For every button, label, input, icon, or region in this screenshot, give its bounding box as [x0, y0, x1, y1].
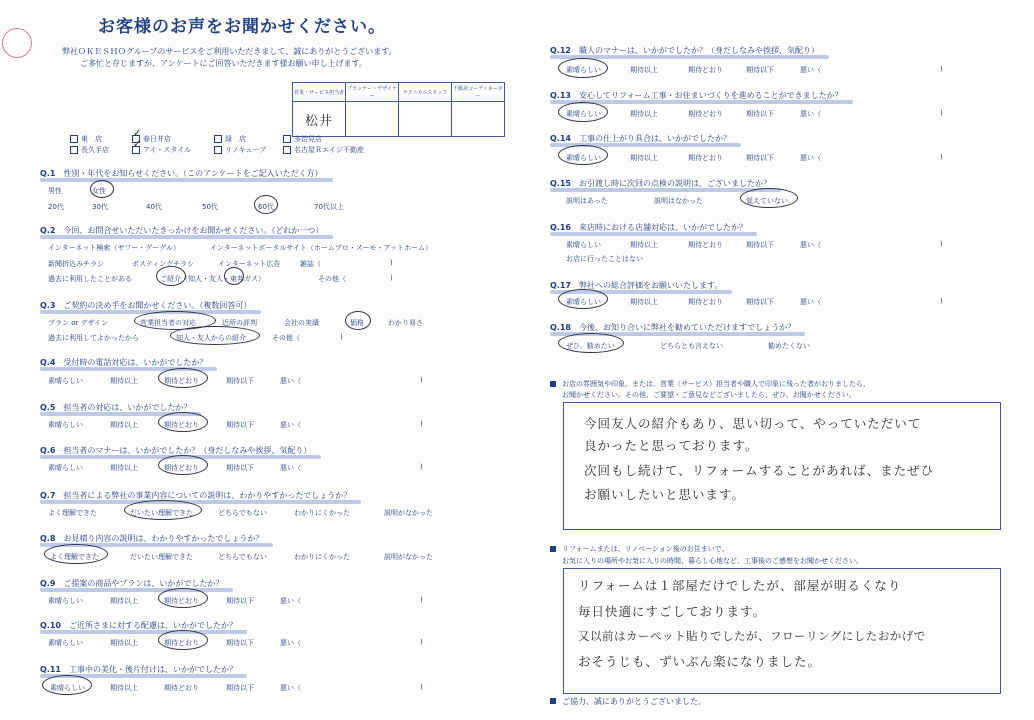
handwritten-line: リフォームは１部屋だけでしたが、部屋が明るくなり [578, 578, 902, 593]
rating-option[interactable]: 悪い（ [280, 464, 301, 472]
option[interactable]: 50代 [202, 203, 218, 211]
option[interactable]: 雑誌（ [300, 260, 321, 268]
rating-option[interactable]: 期待以下 [226, 597, 254, 605]
rating-option: ) [940, 240, 943, 248]
option[interactable]: 説明はあった [566, 197, 608, 205]
handwritten-line: 毎日快適にすごしております。 [578, 604, 767, 619]
answer-circle [558, 333, 624, 353]
intro-line-2: ご多忙と存じますが、アンケートにご回答いただきます様お願い申し上げます。 [80, 59, 367, 68]
rating-option: ) [940, 65, 943, 73]
option[interactable]: 勧めたくない [768, 342, 810, 350]
check-mark: ✓ [133, 139, 143, 150]
option[interactable]: よく理解できた [50, 553, 99, 561]
intro-line-1: 弊社ＯＫＥＳＨＯグループのサービスをご利用いただきまして、誠にありがとうございます。 [62, 47, 397, 56]
rating-option[interactable]: 悪い（ [280, 639, 301, 647]
question-16: Q.16 来店時における店舗対応は、いかがでしたか？ [550, 222, 751, 234]
answer-circle [740, 188, 798, 208]
staff-value[interactable] [293, 102, 346, 137]
answer-circle [124, 500, 202, 520]
option: ) [390, 274, 393, 282]
handwritten-line: 次回もし続けて、リフォームすることがあれば、またぜひ [584, 463, 935, 478]
option[interactable]: ぜひ、勧めたい [566, 342, 615, 350]
store-checkbox[interactable]: リノキューブ [214, 145, 266, 155]
rating-option[interactable]: 期待どおり [688, 241, 723, 249]
answer-circle [156, 266, 186, 286]
rating-option[interactable]: 素晴らしい [50, 684, 85, 692]
question-5: Q.5 担当者の対応は、いかがでしたか？ [40, 402, 195, 414]
question-7: Q.7 担当者による弊社の事業内容についての説明は、わかりやすかったでしょうか？ [40, 490, 355, 502]
answer-circle [42, 675, 92, 695]
rating-option[interactable]: 期待以下 [226, 684, 254, 692]
option[interactable]: 説明はなかった [654, 197, 703, 205]
rating-option[interactable]: 期待どおり [164, 639, 199, 647]
rating-option[interactable]: 期待以下 [226, 639, 254, 647]
rating-option[interactable]: 素晴らしい [48, 421, 83, 429]
rating-option: ) [940, 153, 943, 161]
question-15: Q.15 お引渡し時に次回の点検の説明は、ございましたか？ [550, 178, 775, 190]
rating-option[interactable]: 期待以下 [746, 110, 774, 118]
option[interactable]: その他（ [272, 334, 300, 342]
option[interactable]: インターネットポータルサイト（ホームプロ・スーモ・アットホーム） [210, 244, 433, 252]
rating-option[interactable]: 期待以下 [226, 464, 254, 472]
store-checkbox[interactable]: 名古屋Ｒエイジ不動産 [283, 145, 364, 155]
staff-value[interactable] [346, 102, 399, 137]
comment-prompt: お聞かせください。その他、ご要望・ご意見などございましたら、ぜひ、お聞かせください。 [562, 391, 856, 399]
rating-option[interactable]: 期待どおり [164, 597, 199, 605]
answer-circle [158, 455, 208, 475]
answer-circle [558, 289, 608, 309]
handwritten-line: 又以前はカーペット貼りでしたが、フローリングにしたおかげで [578, 629, 926, 643]
rating-option: ) [420, 638, 423, 646]
question-1: Q.1 性別・年代をお知らせください。（このアンケートをご記入いただく方） [40, 168, 327, 180]
rating-option[interactable]: 期待どおり [164, 684, 199, 692]
rating-option[interactable]: 期待以下 [746, 154, 774, 162]
store-checkbox[interactable]: 春日井店 [132, 134, 171, 144]
staff-table [292, 82, 505, 137]
comment-prompt: お店の雰囲気や印象。または、営業（サービス）担当者や職人で印象に残った者がおりましたら、 [562, 380, 870, 388]
handwritten-line: おそうじも、ずいぶん楽になりました。 [578, 654, 822, 669]
rating-option: ) [940, 109, 943, 117]
option[interactable]: 20代 [48, 203, 64, 211]
answer-circle [345, 311, 371, 330]
option[interactable]: プラン or デザイン [48, 319, 109, 327]
comment-prompt: リフォームまたは、リノベーション後のお住まいで、 [562, 545, 729, 553]
rating-option[interactable]: 素晴らしい [48, 597, 83, 605]
option[interactable]: 営業担当者の対応 [140, 319, 196, 327]
option[interactable]: 会社の実績 [284, 319, 319, 327]
option[interactable]: 説明がなかった [384, 509, 433, 517]
answer-circle [558, 102, 608, 122]
question-9: Q.9 ご提案の商品やプランは、いかがでしたか？ [40, 578, 227, 590]
rating-option[interactable]: 素晴らしい [566, 241, 601, 249]
rating-option[interactable]: 悪い（ [280, 684, 301, 692]
option[interactable]: 女性 [92, 187, 106, 195]
rating-option[interactable]: 悪い（ [800, 298, 821, 306]
store-checkbox[interactable]: 長久手店 [70, 145, 109, 155]
page-title: お客様のお声をお聞かせください。 [98, 17, 386, 37]
rating-option: ) [420, 463, 423, 471]
rating-option[interactable]: 期待どおり [164, 421, 199, 429]
option[interactable]: 知人・友人からの紹介 [176, 334, 246, 342]
option[interactable]: どちらとも言えない [660, 342, 723, 350]
rating-option[interactable]: 悪い（ [280, 421, 301, 429]
staff-header: 不動産コーディネーター [452, 83, 505, 102]
question-12: Q.12 職人のマナーは、いかがでしたか？（身だしなみや挨拶、気配り） [550, 45, 823, 57]
rating-option[interactable]: 悪い（ [800, 241, 821, 249]
option[interactable]: インターネット広告 [218, 260, 281, 268]
rating-option[interactable]: 期待どおり [164, 377, 199, 385]
staff-value[interactable] [399, 102, 452, 137]
answer-circle [44, 544, 108, 564]
rating-option[interactable]: 素晴らしい [48, 464, 83, 472]
rating-option[interactable]: 期待以上 [110, 639, 138, 647]
answer-circle [158, 368, 208, 388]
rating-option[interactable]: 期待どおり [688, 66, 723, 74]
rating-option: ) [940, 297, 943, 305]
rating-option: ) [420, 683, 423, 691]
option[interactable]: だいたい理解できた [130, 553, 193, 561]
option[interactable]: 価格 [350, 319, 364, 327]
question-11: Q.11 工事中の美化・後片付けは、いかがでしたか？ [40, 664, 241, 676]
rating-option: ) [420, 420, 423, 428]
question-14: Q.14 工事の仕上がり具合は、いかがでしたか？ [550, 133, 735, 145]
answer-circle [90, 180, 114, 198]
check-mark: ✓ [133, 128, 143, 139]
rating-option: ) [420, 596, 423, 604]
rating-option[interactable]: 悪い（ [280, 377, 301, 385]
option[interactable]: だいたい理解できた [130, 509, 193, 517]
option: ) [390, 259, 393, 267]
rating-option[interactable]: 期待以上 [110, 684, 138, 692]
staff-header: プランナー・デザイナー [346, 83, 399, 102]
option[interactable]: わかりにくかった [294, 553, 350, 561]
question-3: Q.3 ご契約の決め手をお聞かせください。（複数回答可） [40, 300, 255, 312]
rating-option[interactable]: 素晴らしい [566, 66, 601, 74]
answer-circle [558, 58, 608, 78]
store-checkbox[interactable]: 緑 店 [214, 134, 246, 144]
rating-option[interactable]: 期待以上 [110, 421, 138, 429]
option[interactable]: 男性 [48, 187, 62, 195]
answer-circle [558, 145, 608, 165]
rating-option[interactable]: 期待どおり [688, 298, 723, 306]
rating-option[interactable]: 期待以上 [110, 464, 138, 472]
rating-option[interactable]: 悪い（ [800, 66, 821, 74]
rating-option[interactable]: 期待以下 [746, 66, 774, 74]
option[interactable]: 説明がなかった [384, 553, 433, 561]
option[interactable]: よく理解できた [48, 509, 97, 517]
option[interactable]: お店に行ったことはない [566, 255, 643, 263]
option[interactable]: その他（ [318, 275, 346, 283]
question-6: Q.6 担当者のマナーは、いかがでしたか？（身だしなみや挨拶、気配り） [40, 445, 315, 457]
answer-circle [158, 588, 208, 608]
option[interactable]: 70代以上 [314, 203, 344, 211]
rating-option[interactable]: 期待どおり [688, 110, 723, 118]
rating-option[interactable]: 期待以上 [110, 597, 138, 605]
answer-circle [254, 195, 278, 214]
rating-option[interactable]: 期待以上 [630, 66, 658, 74]
option[interactable]: インターネット検索（ヤフー・グーグル） [48, 244, 180, 252]
company-stamp [2, 28, 32, 58]
handwritten-line: 良かったと思っております。 [584, 438, 759, 453]
staff-value[interactable] [452, 102, 505, 137]
store-checkbox[interactable]: 東 店 [70, 134, 102, 144]
rating-option[interactable]: 素晴らしい [566, 298, 601, 306]
rating-option[interactable]: 期待以下 [226, 377, 254, 385]
option[interactable]: 新聞折込みチラシ [48, 260, 104, 268]
option[interactable]: 過去に利用してよかったから [48, 334, 139, 342]
rating-option[interactable]: 期待以上 [630, 154, 658, 162]
option[interactable]: 60代 [258, 203, 274, 211]
staff-header: 営業・サービス担当者 [293, 83, 346, 102]
rating-option[interactable]: 素晴らしい [48, 639, 83, 647]
rating-option: ) [420, 376, 423, 384]
footer-thanks: ご協力、誠にありがとうございました。 [562, 697, 706, 706]
handwritten-line: お願いしたいと思います。 [584, 487, 746, 502]
option[interactable]: ご紹介（知人・友人・東邦ガス） [160, 275, 265, 283]
option[interactable]: 40代 [146, 203, 162, 211]
rating-option[interactable]: 期待どおり [688, 154, 723, 162]
rating-option[interactable]: 期待以上 [630, 110, 658, 118]
question-13: Q.13 安心してリフォーム工事・お住まいづくりを進めることができましたか？ [550, 90, 847, 102]
option[interactable]: どちらでもない [218, 509, 267, 517]
option[interactable]: 近所の評判 [222, 319, 257, 327]
rating-option[interactable]: 期待以下 [226, 421, 254, 429]
question-17: Q.17 弊社への総合評価をお願いいたします。 [550, 280, 726, 292]
answer-circle [158, 412, 208, 432]
bullet-icon [550, 381, 556, 387]
handwritten-line: 今回友人の紹介もあり、思い切って、やっていただいて [584, 416, 922, 431]
answer-circle [158, 630, 208, 650]
option[interactable]: どちらでもない [218, 553, 267, 561]
option[interactable]: ポスティングチラシ [132, 260, 195, 268]
rating-option[interactable]: 期待以上 [630, 241, 658, 249]
answer-circle [170, 326, 260, 345]
option[interactable]: 30代 [92, 203, 108, 211]
question-10: Q.10 ご近所さまに対する配慮は、いかがでしたか？ [40, 620, 241, 632]
option[interactable]: 覚えていない [746, 197, 788, 205]
question-4: Q.4 受付時の電話対応は、いかがでしたか？ [40, 357, 211, 369]
answer-circle [224, 267, 244, 285]
option[interactable]: わかりにくかった [294, 509, 350, 517]
option[interactable]: 過去に利用したことがある [48, 275, 132, 283]
rating-option[interactable]: 期待以下 [746, 298, 774, 306]
rating-option[interactable]: 期待どおり [164, 464, 199, 472]
comment-prompt: お気に入りの場所やお気に入りの時間、暮らし心地など、工事後のご感想をお聞かせください。 [562, 557, 863, 565]
staff-header: テクニカルスタッフ [399, 83, 452, 102]
rating-option[interactable]: 悪い（ [800, 110, 821, 118]
store-checkbox[interactable]: アイ・スタイル [132, 145, 191, 155]
option: ) [340, 333, 343, 341]
staff-name: 松井 [304, 113, 333, 129]
rating-option[interactable]: 期待以下 [746, 241, 774, 249]
rating-option[interactable]: 悪い（ [280, 597, 301, 605]
question-18: Q.18 今後、お知り合いに弊社を勧めていただけますでしょうか？ [550, 322, 799, 334]
rating-option[interactable]: 期待以上 [630, 298, 658, 306]
bullet-icon [550, 546, 556, 552]
option[interactable]: わかり易さ [388, 319, 423, 327]
rating-option[interactable]: 素晴らしい [48, 377, 83, 385]
rating-option[interactable]: 悪い（ [800, 154, 821, 162]
store-checkbox[interactable]: 多治見店 [283, 134, 322, 144]
rating-option[interactable]: 期待以上 [110, 377, 138, 385]
rating-option[interactable]: 素晴らしい [566, 110, 601, 118]
question-2: Q.2 今回、お問合せいただいたきっかけをお聞かせください。（どれか一つ） [40, 225, 327, 237]
bullet-icon [550, 698, 556, 704]
question-8: Q.8 お見積り内容の説明は、わかりやすかったでしょうか？ [40, 533, 267, 545]
rating-option[interactable]: 素晴らしい [566, 154, 601, 162]
